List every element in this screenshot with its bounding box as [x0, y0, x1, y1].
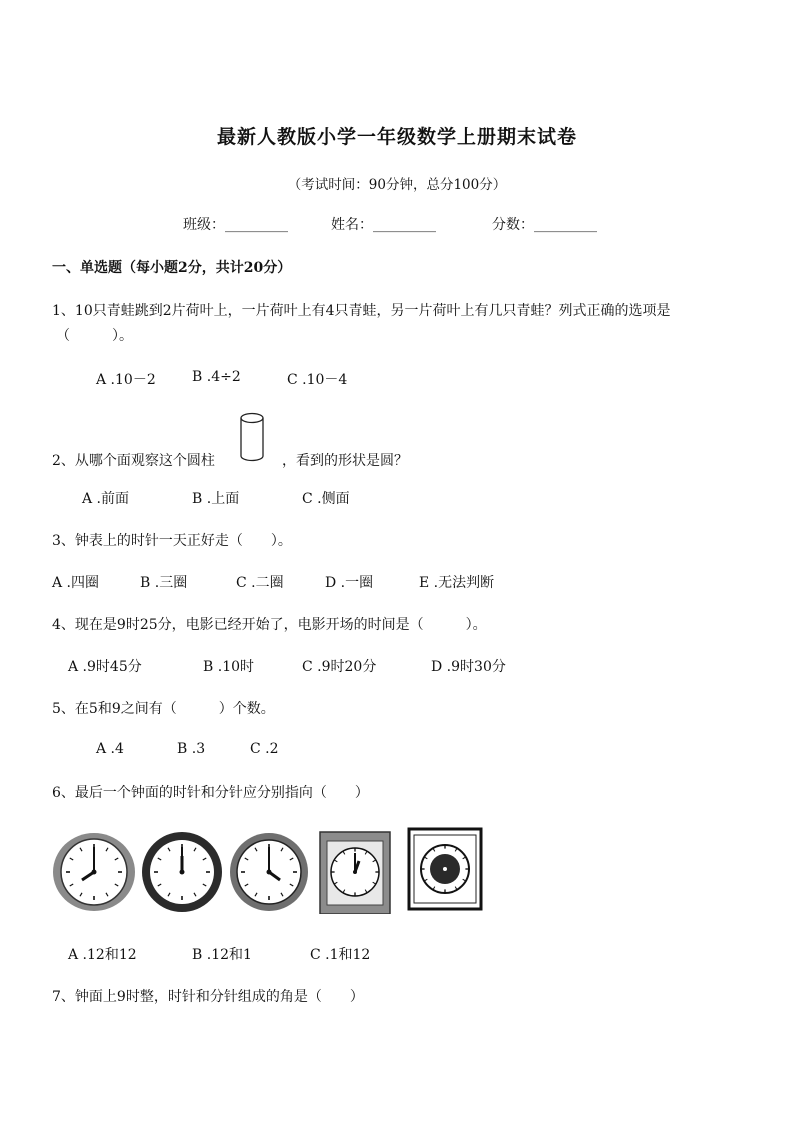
question-2-option-c[interactable]: C .侧面 [302, 491, 350, 507]
question-2-option-b[interactable]: B .上面 [192, 491, 240, 507]
question-4-option-d[interactable]: D .9时30分 [431, 659, 506, 675]
question-6-option-b[interactable]: B .12和1 [192, 947, 252, 963]
page-title: 最新人教版小学一年级数学上册期末试卷 [216, 126, 577, 148]
question-3-option-b[interactable]: B .三圈 [140, 575, 188, 591]
question-2-text-before: 2、从哪个面观察这个圆柱 [52, 453, 215, 469]
question-4-option-b[interactable]: B .10时 [203, 659, 255, 675]
question-5-option-a[interactable]: A .4 [96, 741, 124, 757]
score-field: 分数：_________ [492, 217, 597, 233]
question-6-option-c[interactable]: C .1和12 [310, 947, 371, 963]
question-1-blank: （ ）。 [56, 328, 133, 344]
clock-2 [142, 832, 222, 912]
clock-1 [53, 833, 135, 911]
question-3-text: 3、钟表上的时针一天正好走（ ）。 [52, 533, 292, 549]
clock-faces-image [52, 826, 492, 914]
question-2-option-a[interactable]: A .前面 [82, 491, 130, 507]
question-3-option-d[interactable]: D .一圈 [325, 575, 374, 591]
class-field: 班级：_________ [183, 217, 288, 233]
question-3-option-c[interactable]: C .二圈 [236, 575, 284, 591]
question-6-text: 6、最后一个钟面的时针和分针应分别指向（ ） [52, 785, 369, 801]
question-4-option-a[interactable]: A .9时45分 [68, 659, 142, 675]
clock-3 [230, 833, 308, 911]
question-6-option-a[interactable]: A .12和12 [68, 947, 137, 963]
question-1-text: 1、10只青蛙跳到2片荷叶上，一片荷叶上有4只青蛙，另一片荷叶上有几只青蛙？列式正确的选项是 [52, 303, 671, 319]
question-7-text: 7、钟面上9时整，时针和分针组成的角是（ ） [52, 989, 364, 1005]
exam-subtitle: （考试时间：90分钟，总分100分） [287, 177, 507, 193]
question-3-option-a[interactable]: A .四圈 [52, 575, 100, 591]
clock-5 [409, 829, 481, 909]
clock-4 [320, 832, 390, 914]
question-4-text: 4、现在是9时25分，电影已经开始了，电影开场的时间是（ ）。 [52, 617, 487, 633]
question-1-option-c[interactable]: C .10－4 [287, 372, 348, 388]
question-1-option-a[interactable]: A .10－2 [96, 372, 156, 388]
question-5-option-b[interactable]: B .3 [177, 741, 206, 757]
question-2-text-after: ，看到的形状是圆？ [282, 453, 408, 469]
question-5-text: 5、在5和9之间有（ ）个数。 [52, 701, 275, 717]
question-1-option-b[interactable]: B .4÷2 [192, 369, 241, 385]
question-3-option-e[interactable]: E .无法判断 [419, 575, 495, 591]
question-4-option-c[interactable]: C .9时20分 [302, 659, 377, 675]
name-field: 姓名：_________ [331, 217, 436, 233]
section-heading: 一、单选题（每小题2分，共计20分） [52, 260, 292, 276]
question-5-option-c[interactable]: C .2 [250, 741, 279, 757]
cylinder-icon [238, 412, 266, 464]
